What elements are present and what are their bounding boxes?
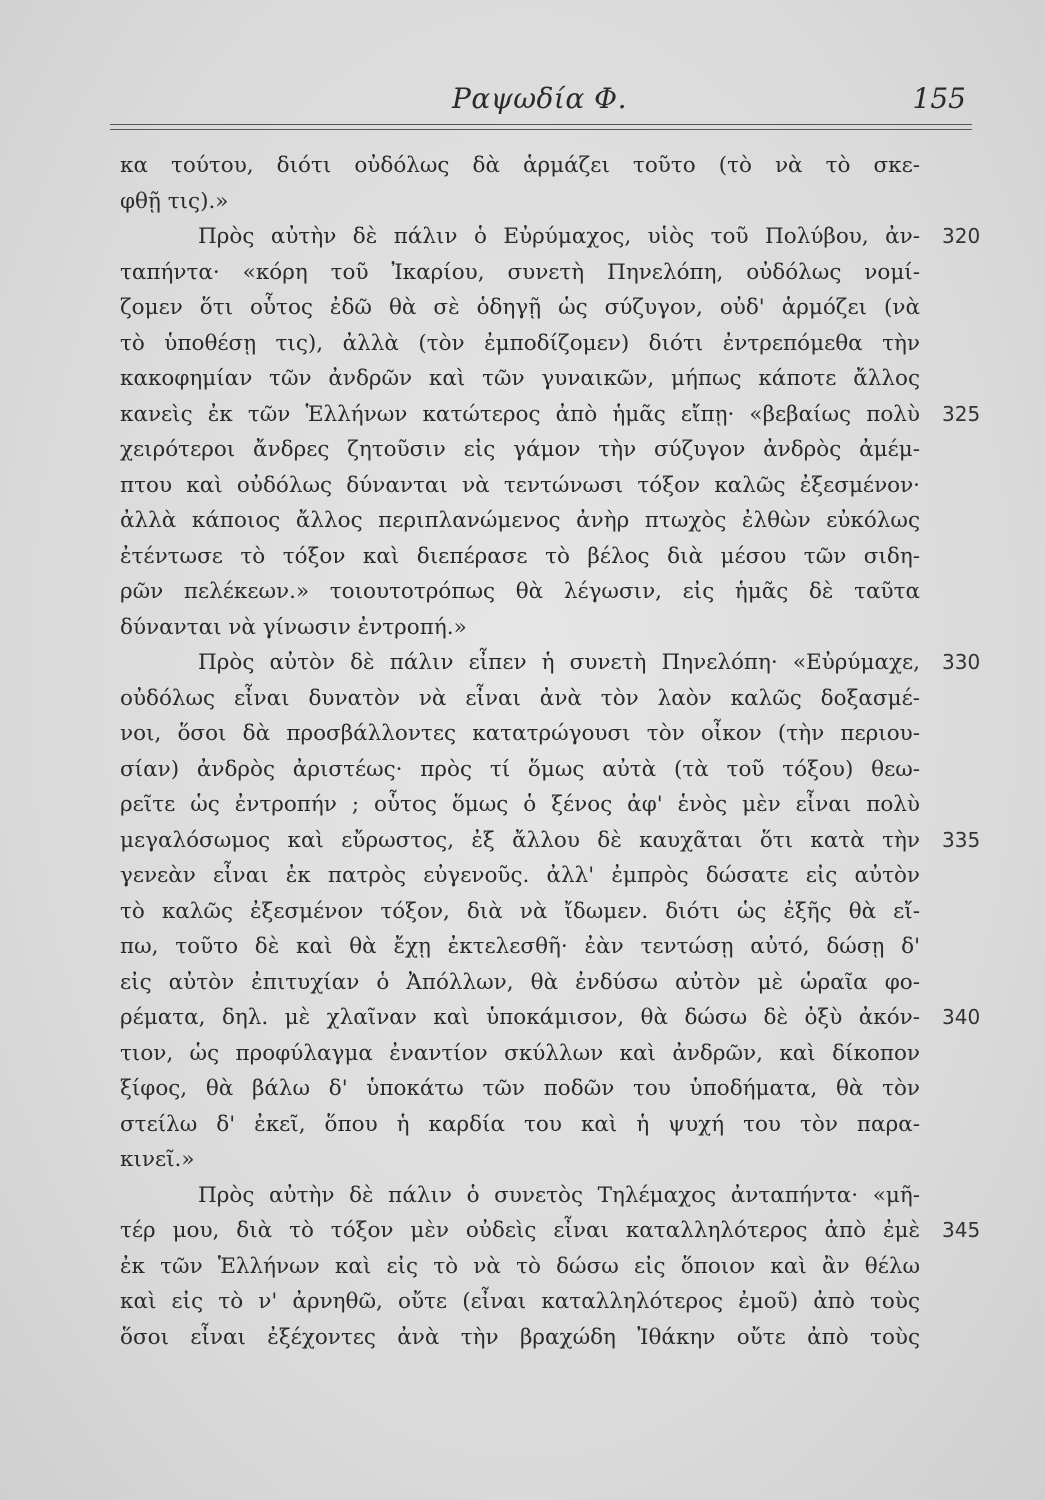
text-line: Πρὸς αὐτὸν δὲ πάλιν εἶπεν ἡ συνετὴ Πηνελόπη· «Εὐρύμαχε, 330 xyxy=(120,645,920,681)
text-line: ρέματα, δηλ. μὲ χλαῖναν καὶ ὑποκάμισον, θὰ δώσω δὲ ὀξὺ ἀκόν- 340 xyxy=(120,1000,920,1036)
text-line: ταπήντα· «κόρη τοῦ Ἰκαρίου, συνετὴ Πηνελόπη, οὐδόλως νομί- xyxy=(120,259,920,285)
text-line: ξίφος, θὰ βάλω δ' ὑποκάτω τῶν ποδῶν του ὑποδήματα, θὰ τὸν xyxy=(120,1076,920,1101)
text-line: Πρὸς αὐτὴν δὲ πάλιν ὁ συνετὸς Τηλέμαχος ἀνταπήντα· «μῆ- xyxy=(198,1182,920,1208)
chapter-title: Ραψωδία Φ. xyxy=(452,82,628,115)
line-number: 340 xyxy=(942,1005,981,1029)
text-line: κα τούτου, διότι οὐδόλως δὰ ἁρμάζει τοῦτο (τὸ νὰ τὸ σκε- xyxy=(120,153,920,178)
header-rule-top xyxy=(110,124,972,125)
text-line: ἐτέντωσε τὸ τόξον καὶ διεπέρασε τὸ βέλος διὰ μέσου τῶν σιδη- xyxy=(120,543,920,569)
running-header xyxy=(110,82,970,122)
line-number: 325 xyxy=(942,401,981,426)
text-line: ἀλλὰ κάποιος ἄλλος περιπλανώμενος ἀνὴρ πτωχὸς ἐλθὼν εὐκόλως xyxy=(120,508,920,533)
text-line: εἰς αὐτὸν ἐπιτυχίαν ὁ Ἀπόλλων, θὰ ἐνδύσω αὐτὸν μὲ ὡραῖα φο- xyxy=(120,969,920,995)
text-line: οὐδόλως εἶναι δυνατὸν νὰ εἶναι ἀνὰ τὸν λαὸν καλῶς δοξασμέ- xyxy=(120,685,920,711)
body-text xyxy=(120,148,981,1355)
text-line: σίαν) ἀνδρὸς ἀριστέως· πρὸς τί ὅμως αὐτὰ (τὰ τοῦ τόξου) θεω- xyxy=(120,756,920,782)
text-line: τέρ μου, διὰ τὸ τόξον μὲν οὐδεὶς εἶναι καταλληλότερος ἀπὸ ἐμὲ 345 xyxy=(120,1213,920,1249)
line-number: 330 xyxy=(942,650,981,674)
text-line: χειρότεροι ἄνδρες ζητοῦσιν εἰς γάμον τὴν σύζυγον ἀνδρὸς ἀμέμ- xyxy=(120,437,920,462)
text-line: νοι, ὅσοι δὰ προσβάλλοντες κατατρώγουσι τὸν οἶκον (τὴν περιου- xyxy=(120,721,920,746)
line-number: 320 xyxy=(942,224,981,248)
text-line: κανεὶς ἐκ τῶν Ἑλλήνων κατώτερος ἀπὸ ἡμᾶς εἴπῃ· «βεβαίως πολὺ 325 xyxy=(120,397,920,433)
text-line: ρεῖτε ὡς ἐντροπήν ; οὗτος ὅμως ὁ ξένος ἀφ' ἑνὸς μὲν εἶναι πολὺ xyxy=(120,792,920,817)
text-line: κακοφημίαν τῶν ἀνδρῶν καὶ τῶν γυναικῶν, μήπως κάποτε ἄλλος xyxy=(120,366,920,391)
text-line: ὅσοι εἶναι ἐξέχοντες ἀνὰ τὴν βραχώδη Ἰθάκην οὔτε ἀπὸ τοὺς xyxy=(120,1324,920,1350)
text-line: τιον, ὡς προφύλαγμα ἐναντίον σκύλλων καὶ ἀνδρῶν, καὶ δίκοπον xyxy=(120,1040,920,1066)
text-line: τὸ καλῶς ἐξεσμένον τόξον, διὰ νὰ ἴδωμεν. διότι ὡς ἐξῆς θὰ εἴ- xyxy=(120,898,920,924)
text-line: ρῶν πελέκεων.» τοιουτοτρόπως θὰ λέγωσιν, εἰς ἡμᾶς δὲ ταῦτα xyxy=(120,579,920,604)
text-line: στείλω δ' ἐκεῖ, ὅπου ἡ καρδία του καὶ ἡ ψυχή του τὸν παρα- xyxy=(120,1111,920,1137)
line-number: 335 xyxy=(942,827,981,852)
text-line: κινεῖ.» xyxy=(120,1147,195,1172)
line-number: 345 xyxy=(942,1218,981,1242)
text-line: πω, τοῦτο δὲ καὶ θὰ ἔχῃ ἐκτελεσθῆ· ἐὰν τεντώσῃ αὐτό, δώσῃ δ' xyxy=(120,934,920,959)
text-line: γενεὰν εἶναι ἐκ πατρὸς εὐγενοῦς. ἀλλ' ἐμπρὸς δώσατε εἰς αὐτὸν xyxy=(120,863,920,888)
text-line: ἐκ τῶν Ἑλλήνων καὶ εἰς τὸ νὰ τὸ δώσω εἰς ὅποιον καὶ ἂν θέλω xyxy=(120,1253,920,1279)
text-line: μεγαλόσωμος καὶ εὔρωστος, ἐξ ἄλλου δὲ καυχᾶται ὅτι κατὰ τὴν 335 xyxy=(120,823,920,859)
text-line: δύνανται νὰ γίνωσιν ἐντροπή.» xyxy=(120,614,467,640)
page-number: 155 xyxy=(912,82,966,115)
text-line: τὸ ὑποθέσῃ τις), ἀλλὰ (τὸν ἐμποδίζομεν) διότι ἐντρεπόμεθα τὴν xyxy=(120,330,920,356)
text-line: καὶ εἰς τὸ ν' ἀρνηθῶ, οὔτε (εἶναι καταλληλότερος ἐμοῦ) ἀπὸ τοὺς xyxy=(120,1289,920,1314)
header-rule-bottom xyxy=(110,129,972,130)
text-line: πτου καὶ οὐδόλως δύνανται νὰ τεντώνωσι τόξον καλῶς ἐξεσμένον· xyxy=(120,472,920,498)
text-line: φθῇ τις).» xyxy=(120,188,229,214)
text-line: Πρὸς αὐτὴν δὲ πάλιν ὁ Εὐρύμαχος, υἱὸς τοῦ Πολύβου, ἀν- 320 xyxy=(120,219,920,255)
text-line: ζομεν ὅτι οὗτος ἐδῶ θὰ σὲ ὁδηγῇ ὡς σύζυγον, οὐδ' ἁρμόζει (νὰ xyxy=(120,295,920,320)
